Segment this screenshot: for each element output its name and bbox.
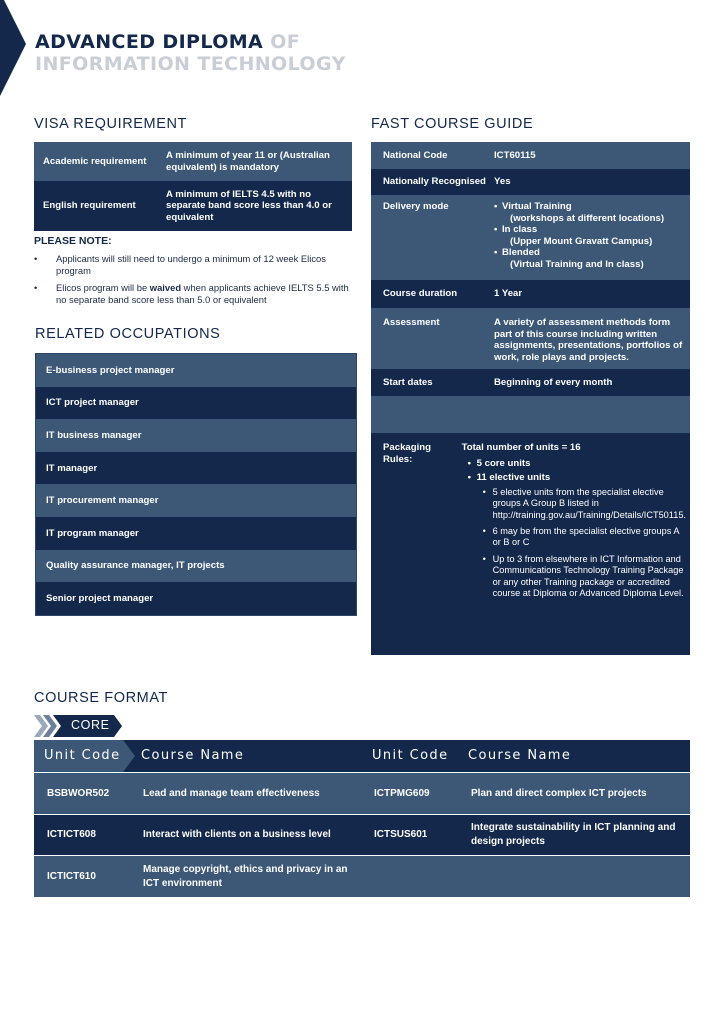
note-label: PLEASE NOTE: [34,235,112,247]
delivery-mode [494,201,686,224]
visa-value: A minimum of year 11 or (Australian equivalent) is mandatory [166,150,330,173]
unit-code: ICTPMG609 [374,787,430,799]
visa-row-academic [34,142,352,181]
delivery-mode-name: Blended [502,247,540,259]
header-arrows [34,740,690,772]
elective-rule: • 5 elective units from the specialist elective groups A Group B listed in http://training.gov.au/Training/Details/ICT50115. [483,487,686,521]
occupation-item: IT business manager [36,419,356,452]
unit-code: ICTICT608 [47,829,96,840]
course-table-header [34,740,690,772]
occupation-item: IT manager [36,452,356,485]
course-name: Integrate sustainability in ICT planning and design projects [471,822,676,847]
course-guide-table [371,142,690,655]
occupation-item: ICT project manager [36,387,356,420]
unit-code: BSBWOR502 [47,787,110,799]
guide-key: Assessment [383,317,440,328]
guide-key: National Code [383,149,448,161]
visa-value: A minimum of IELTS 4.5 with no separate band score less than 4.0 or equivalent [166,188,332,223]
occupation-item: E-business project manager [36,354,356,387]
course-name: Plan and direct complex ICT projects [471,787,647,799]
delivery-mode [494,224,686,247]
guide-row-national-code [371,142,690,169]
elective-rule: • Up to 3 from elsewhere in ICT Information and Communications Technology Training Package or any other Training package or accredited course at Diploma or Advanced Diploma Level. [483,554,686,600]
guide-value: 1 Year [494,288,523,300]
delivery-mode-detail: (workshops at different locations) [510,212,665,224]
course-name: Manage copyright, ethics and privacy in an ICT environment [143,863,348,889]
guide-value: ICT60115 [494,149,536,161]
guide-heading: FAST COURSE GUIDE [371,116,534,132]
guide-row-blank [371,396,690,433]
elective-rules [462,487,686,600]
note-item [34,282,352,305]
guide-row-delivery [371,195,690,280]
note-emphasis: waived [149,282,182,293]
column-header: Unit Code [44,748,121,763]
corner-accent [0,0,26,96]
guide-value: Yes [494,176,511,188]
table-row [34,814,690,855]
packaging-total: Total number of units = 16 [461,442,581,453]
occupation-item: Senior project manager [36,582,356,615]
occupation-item: IT procurement manager [36,484,356,517]
note-text: Elicos program will be [56,282,150,293]
column-header: Course Name [141,748,245,763]
delivery-mode-detail: (Upper Mount Gravatt Campus) [510,235,653,247]
guide-key: Packaging Rules: [383,442,431,465]
visa-key: Academic requirement [43,155,147,167]
note-item: • Applicants will still need to undergo a minimum of 12 week Elicos program [34,253,352,276]
occupations-heading: RELATED OCCUPATIONS [35,326,221,342]
unit-code: ICTICT610 [47,870,96,882]
delivery-mode-detail: (Virtual Training and In class) [510,258,644,270]
delivery-mode [494,247,686,270]
delivery-mode-name: Virtual Training [502,201,572,212]
occupation-item: Quality assurance manager, IT projects [36,550,356,583]
guide-key: Delivery mode [383,201,449,212]
guide-row-duration [371,280,690,308]
guide-value: A variety of assessment methods form part of this course including written assignments, presentations, portfolios of work, role plays and projects. [494,317,683,363]
guide-value [462,442,690,655]
title-main: ADVANCED DIPLOMA [35,31,264,53]
table-row [34,855,690,897]
title-subject: INFORMATION TECHNOLOGY [35,53,346,75]
course-format-heading: COURSE FORMAT [34,690,169,706]
guide-row-assessment [371,308,690,369]
column-header: Unit Code [372,748,449,763]
elective-rule: • 6 may be from the specialist elective groups A or B or C [483,526,686,549]
occupations-list [35,353,357,616]
packaging-elective: • 11 elective units [468,472,686,484]
title-of: OF [270,31,301,53]
guide-key: Nationally Recognised [383,176,486,188]
core-label: CORE [71,718,110,732]
guide-key: Start dates [383,376,433,388]
guide-value: Beginning of every month [494,376,613,388]
unit-code: ICTSUS601 [374,829,428,840]
occupation-item: IT program manager [36,517,356,550]
course-name: Lead and manage team effectiveness [143,787,320,799]
note-text: when applicants achieve IELTS 5.5 with no separate band score less than 5.0 or equivalent [56,282,349,305]
guide-row-start-dates [371,369,690,396]
packaging-units [462,458,686,484]
packaging-core: • 5 core units [468,458,686,470]
column-header: Course Name [468,748,572,763]
guide-value [494,201,690,280]
guide-key: Course duration [383,288,458,300]
delivery-mode-name: In class [502,224,538,236]
table-row [34,772,690,814]
guide-row-recognised [371,169,690,195]
visa-heading: VISA REQUIREMENT [34,116,188,132]
visa-row-english [34,181,352,231]
course-table [34,740,690,897]
visa-key: English requirement [43,200,136,212]
document-title [35,31,346,75]
visa-table [34,142,352,231]
course-name: Interact with clients on a business level [143,829,331,840]
guide-row-packaging [371,433,690,655]
please-note [34,235,352,311]
